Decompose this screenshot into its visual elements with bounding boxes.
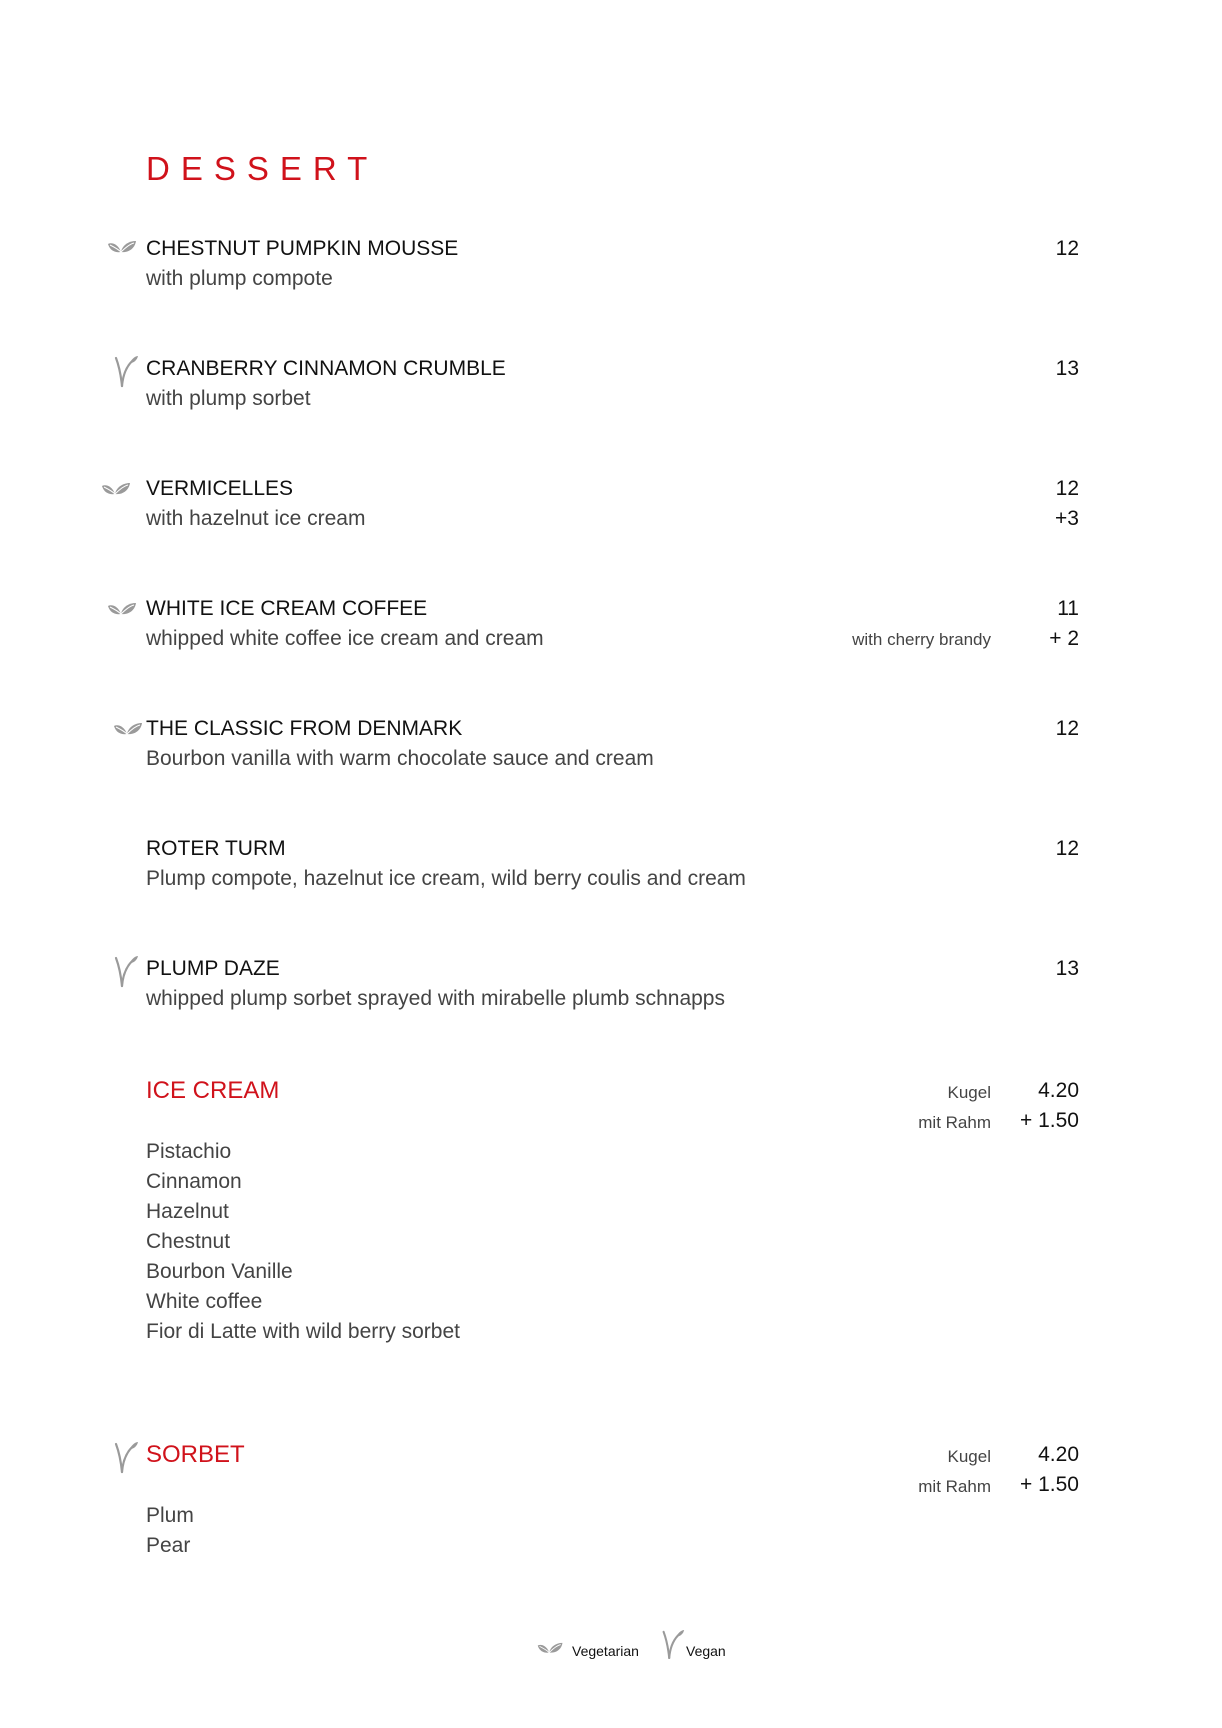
- vegan-icon: [110, 954, 140, 988]
- item-extra-price: +3: [1055, 507, 1079, 530]
- kugel-label: Kugel: [947, 1447, 991, 1466]
- item-description: with hazelnut ice cream: [146, 507, 366, 530]
- kugel-price: 4.20: [1038, 1443, 1079, 1466]
- vegetarian-icon: [112, 720, 146, 740]
- item-name: CRANBERRY CINNAMON CRUMBLE: [146, 357, 506, 380]
- flavor-item: Pear: [146, 1534, 191, 1557]
- legend-vegan: Vegan: [686, 1643, 726, 1659]
- flavor-item: White coffee: [146, 1290, 263, 1313]
- legend-vegetarian: Vegetarian: [572, 1643, 639, 1659]
- item-description: with plump compote: [146, 267, 333, 290]
- vegan-icon: [110, 1440, 140, 1474]
- item-name: CHESTNUT PUMPKIN MOUSSE: [146, 237, 459, 260]
- item-price: 12: [1055, 237, 1079, 260]
- vegan-icon: [658, 1628, 686, 1660]
- item-price: 12: [1055, 717, 1079, 740]
- item-name: THE CLASSIC FROM DENMARK: [146, 717, 463, 740]
- flavor-item: Plum: [146, 1504, 194, 1527]
- item-description: whipped plump sorbet sprayed with mirabelle plumb schnapps: [146, 987, 725, 1010]
- sorbet-heading: SORBET: [146, 1441, 245, 1468]
- item-name: ROTER TURM: [146, 837, 286, 860]
- vegetarian-icon: [106, 600, 140, 620]
- item-description: Bourbon vanilla with warm chocolate sauce and cream: [146, 747, 654, 770]
- item-name: WHITE ICE CREAM COFFEE: [146, 597, 428, 620]
- item-description: with plump sorbet: [146, 387, 311, 410]
- item-description: Plump compote, hazelnut ice cream, wild berry coulis and cream: [146, 867, 746, 890]
- vegan-icon: [110, 354, 140, 388]
- vegetarian-icon: [536, 1640, 566, 1658]
- flavor-item: Cinnamon: [146, 1170, 242, 1193]
- item-extra-price: + 2: [1049, 627, 1079, 650]
- item-price: 13: [1055, 357, 1079, 380]
- rahm-label: mit Rahm: [918, 1477, 991, 1496]
- item-price: 12: [1055, 477, 1079, 500]
- item-price: 11: [1057, 597, 1079, 620]
- flavor-item: Fior di Latte with wild berry sorbet: [146, 1320, 460, 1343]
- page-title: DESSERT: [146, 150, 379, 187]
- kugel-label: Kugel: [947, 1083, 991, 1102]
- ice-cream-heading: ICE CREAM: [146, 1077, 280, 1104]
- vegetarian-icon: [100, 480, 134, 500]
- item-description: whipped white coffee ice cream and cream: [146, 627, 544, 650]
- rahm-label: mit Rahm: [918, 1113, 991, 1132]
- item-price: 12: [1055, 837, 1079, 860]
- item-price: 13: [1055, 957, 1079, 980]
- item-extra-note: with cherry brandy: [852, 630, 991, 649]
- flavor-item: Bourbon Vanille: [146, 1260, 293, 1283]
- flavor-item: Pistachio: [146, 1140, 232, 1163]
- flavor-item: Chestnut: [146, 1230, 231, 1253]
- rahm-price: + 1.50: [1020, 1473, 1079, 1496]
- vegetarian-icon: [106, 238, 140, 258]
- flavor-item: Hazelnut: [146, 1200, 229, 1223]
- item-name: VERMICELLES: [146, 477, 294, 500]
- item-name: PLUMP DAZE: [146, 957, 280, 980]
- kugel-price: 4.20: [1038, 1079, 1079, 1102]
- rahm-price: + 1.50: [1020, 1109, 1079, 1132]
